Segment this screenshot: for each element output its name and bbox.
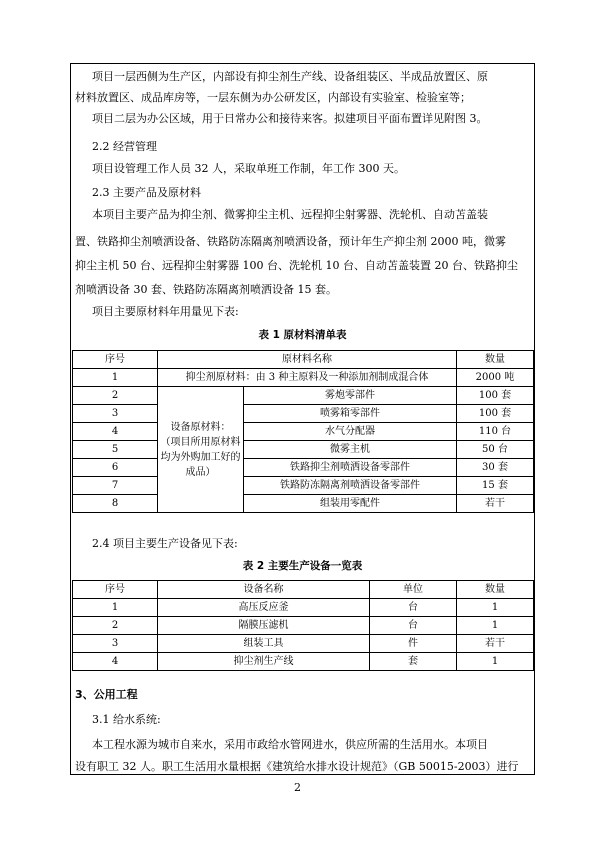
cell-name: 抑尘剂生产线 xyxy=(158,653,370,671)
page-number: 2 xyxy=(294,781,301,794)
table1-caption: 表 1 原材料清单表 xyxy=(258,329,347,341)
cell-name: 微雾主机 xyxy=(244,441,457,459)
table-row xyxy=(73,387,534,405)
cell-name: 高压反应釜 xyxy=(158,599,370,617)
cell-name: 水气分配器 xyxy=(244,423,457,441)
header-cell: 设备名称 xyxy=(158,581,370,599)
cell-no: 3 xyxy=(73,405,158,423)
cell-qty: 1 xyxy=(457,617,534,635)
table-header-row xyxy=(73,351,534,369)
table-row xyxy=(73,369,534,387)
cell-name: 组装用零配件 xyxy=(244,495,457,513)
cell-qty: 1 xyxy=(457,599,534,617)
cell-no: 3 xyxy=(73,635,158,653)
cell-name: 铁路抑尘剂喷洒设备零部件 xyxy=(244,459,457,477)
paragraph-line: 剂喷洒设备 30 套、铁路防冻隔离剂喷洒设备 15 套。 xyxy=(75,283,337,296)
table-row xyxy=(73,423,534,441)
table-row xyxy=(73,653,534,671)
cell-unit: 台 xyxy=(370,617,457,635)
cell-no: 1 xyxy=(73,599,158,617)
paragraph-line: 本项目主要产品为抑尘剂、微雾抑尘主机、远程抑尘射雾器、洗轮机、自动苫盖装 xyxy=(92,208,488,221)
paragraph-line: 项目主要原材料年用量见下表: xyxy=(92,305,239,318)
paragraph-line: 置、铁路抑尘剂喷洒设备、铁路防冻隔离剂喷洒设备，预计年生产抑尘剂 2000 吨，微雾 xyxy=(75,235,506,248)
cell-no: 7 xyxy=(73,477,158,495)
cell-qty: 30 套 xyxy=(457,459,534,477)
paragraph-line: 抑尘主机 50 台、远程抑尘射雾器 100 台、洗轮机 10 台、自动苫盖装置 20 台、铁路抑尘 xyxy=(75,259,518,272)
cell-name: 喷雾箱零部件 xyxy=(244,405,457,423)
cell-unit: 件 xyxy=(370,635,457,653)
cell-qty: 若干 xyxy=(457,495,534,513)
cell-qty: 100 套 xyxy=(457,387,534,405)
cell-qty: 15 套 xyxy=(457,477,534,495)
cell-no: 4 xyxy=(73,653,158,671)
paragraph-line: 设有职工 32 人。职工生活用水量根据《建筑给水排水设计规范》（GB 50015-2003）进行 xyxy=(75,760,519,773)
cell-name: 雾炮零部件 xyxy=(244,387,457,405)
paragraph-line: 本工程水源为城市自来水，采用市政给水管网进水，供应所需的生活用水。本项目 xyxy=(92,738,488,751)
cell-no: 2 xyxy=(73,387,158,405)
raw-materials-table xyxy=(72,350,534,513)
cell-no: 1 xyxy=(73,369,158,387)
cell-name: 铁路防冻隔离剂喷洒设备零部件 xyxy=(244,477,457,495)
table-row xyxy=(73,635,534,653)
group-label-line: （项目所用原材料 xyxy=(160,436,241,448)
header-cell: 数量 xyxy=(457,351,534,369)
group-label-line: 均为外购加工好的 xyxy=(160,451,241,463)
table-row xyxy=(73,495,534,513)
cell-no: 6 xyxy=(73,459,158,477)
paragraph-line: 项目二层为办公区域，用于日常办公和接待来客。拟建项目平面布置详见附图 3。 xyxy=(92,112,488,125)
cell-no: 5 xyxy=(73,441,158,459)
cell-qty: 1 xyxy=(457,653,534,671)
section-heading-2-4: 2.4 项目主要生产设备见下表: xyxy=(92,537,238,550)
table-row xyxy=(73,441,534,459)
section-heading-3-1: 3.1 给水系统: xyxy=(92,713,161,726)
table2-caption: 表 2 主要生产设备一览表 xyxy=(242,560,363,572)
paragraph-line: 项目设管理工作人员 32 人，采取单班工作制，年工作 300 天。 xyxy=(92,162,405,175)
section-heading-3: 3、公用工程 xyxy=(75,688,138,701)
cell-no: 4 xyxy=(73,423,158,441)
cell-name: 隔膜压滤机 xyxy=(158,617,370,635)
cell-unit: 台 xyxy=(370,599,457,617)
table-header-row xyxy=(73,581,534,599)
table-row xyxy=(73,477,534,495)
section-heading-2-3: 2.3 主要产品及原材料 xyxy=(92,186,201,199)
header-cell: 原材料名称 xyxy=(158,351,457,369)
table-row xyxy=(73,459,534,477)
cell-qty: 2000 吨 xyxy=(457,369,534,387)
section-heading-2-2: 2.2 经营管理 xyxy=(92,140,157,153)
group-label-line: 成品） xyxy=(185,466,216,478)
cell-qty: 110 台 xyxy=(457,423,534,441)
cell-unit: 套 xyxy=(370,653,457,671)
table-row xyxy=(73,405,534,423)
cell-name: 组装工具 xyxy=(158,635,370,653)
cell-qty: 100 套 xyxy=(457,405,534,423)
paragraph-line: 材料放置区、成品库房等，一层东侧为办公研发区，内部设有实验室、检验室等； xyxy=(75,91,471,104)
cell-no: 2 xyxy=(73,617,158,635)
header-cell: 单位 xyxy=(370,581,457,599)
equipment-table xyxy=(72,580,534,671)
header-cell: 序号 xyxy=(73,581,158,599)
cell-no: 8 xyxy=(73,495,158,513)
cell-qty: 50 台 xyxy=(457,441,534,459)
group-label-cell xyxy=(158,387,244,513)
table-row xyxy=(73,617,534,635)
group-label-line: 设备原材料： xyxy=(170,421,231,433)
cell-qty: 若干 xyxy=(457,635,534,653)
header-cell: 序号 xyxy=(73,351,158,369)
table-row xyxy=(73,599,534,617)
cell-name: 抑尘剂原材料：由 3 种主原料及一种添加剂制成混合体 xyxy=(158,369,457,387)
header-cell: 数量 xyxy=(457,581,534,599)
paragraph-line: 项目一层西侧为生产区，内部设有抑尘剂生产线、设备组装区、半成品放置区、原 xyxy=(92,70,488,83)
